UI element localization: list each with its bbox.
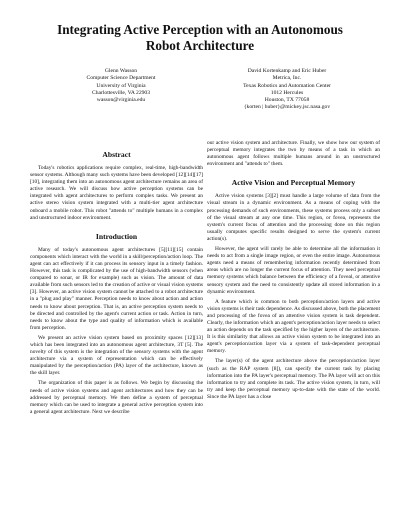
section-heading-active-vision: Active Vision and Perceptual Memory [231, 178, 356, 188]
abstract-text: Today's robotics applications require complex, real-time, high-bandwidth sensor systems. Although many such systems have been developed [12][14][17][10], integrating them into an autonomous agent architecture remains an area of active research. We will discuss how active perception systems can be integrated with agent architectures to perform complex tasks. We present an active stereo vision system integrated with a multi-tier agent architecture onboard a mobile robot. This robot "attends to" multiple humans in a complex and unstructured indoor environment. [30, 165, 203, 221]
author-email: wasson@virginia.edu [96, 97, 146, 104]
paper-title: Integrating Active Perception with an Autonomous Robot Architecture [57, 22, 343, 53]
section-paragraph: Active vision systems [3][2] must handle a large volume of data from the visual stream in a dynamic environment. As a means of coping with the processing demands of such environments, these systems process only a subset of the visual stream at any one time. This region, or fovea, represents the system's current focus of attention and the processing done on this region usually computes specific results designed to serve the system's current action(s). [207, 193, 380, 242]
author-affiliation-line: 1012 Hercules [270, 89, 304, 96]
author-affiliation-line: Texas Robotics and Automation Center [243, 82, 331, 89]
author-affiliation-line: Metrica, Inc. [272, 75, 302, 82]
abstract-heading: Abstract [102, 150, 131, 159]
introduction-heading: Introduction [95, 231, 138, 241]
intro-paragraph: Many of today's autonomous agent architectures [5][11][15] contain components which interact with the world in a skill/perception/action loop. The agent can act effectively if it can process its sensory input in a timely fashion. However, this task is complicated by the use of high-bandwidth sensors (when compared to sonar, or IR for example) such as vision. The amount of data available from such sensors led to the creation of active or visual vision systems [3]. However, an active vision system cannot be attached to a robot architecture in a "plug and play" manner. Perception needs to know about action and action needs to know about perception. That is, an active perception system needs to be directed and controlled by the agent's current action or task. Action in turn, needs to know about the type and quality of information which is available from perception. [30, 246, 203, 331]
intro-paragraph: The organization of this paper is as follows. We begin by discussing the needs of active vision systems and agent architectures and how they can be addressed by perceptual memory. We then define a system of perceptual memory which can be used to integrate a general active perception system into a general agent architecture. Next we describe [30, 380, 203, 415]
author-affiliation-line: Houston, TX 77058 [264, 97, 310, 104]
author-name: David Kortenkamp and Eric Huber [247, 68, 327, 74]
author-email: {korten | huber}@mickey.jsc.nasa.gov [243, 104, 331, 111]
author-affiliation-line: University of Virginia [96, 82, 146, 89]
section-paragraph: A feature which is common to both perception/action layers and active vision systems is their task dependence. As discussed above, both the placement and processing of the fovea of an attentive vision system is task dependent. Clearly, the information which an agent's perception/action layer needs to select an action depends on the task specified by the higher layers of the architecture. It is this similarity that allows an active vision system to be integrated into an agent's perception/action layer via a system of task-dependent perceptual memory. [207, 298, 380, 355]
right-column [207, 140, 380, 404]
author-affiliation-line: Computer Science Department [86, 75, 156, 82]
abstract [30, 165, 203, 222]
author-affiliation-line: Charlottesville, VA 22903 [91, 89, 151, 96]
section-paragraph: The layer(s) of the agent architecture above the perception/action layer (such as the RAP system [8]), can specify the current task by placing information into the PA layer's perceptual memory. The PA layer will act on this information to try and complete its task. The active vision system, in turn, will try and keep the perceptual memory up-to-date with the state of the world. Since the PA layer has a close [207, 358, 380, 400]
author-left [56, 68, 186, 104]
intro-continuation: our active vision system and architecture. Finally, we show how our system of perceptual memory integrates the two by means of a task in which an autonomous agent follows multiple humans around in an unstructured environment and "attends to" them. [207, 140, 380, 168]
section-paragraph: However, the agent will rarely be able to determine all the information it needs to act from a single image region, or even the entire image. Autonomous agents need a means of remembering information recently determined from areas which are no longer the current focus of attention. They need perceptual memory systems which balance between the efficiency of a foveal, or attentive sensory system and the need to consistently update all stored information in a dynamic environment. [207, 246, 380, 295]
author-name: Glenn Wasson [104, 68, 138, 74]
left-column [30, 140, 203, 419]
author-right [212, 68, 362, 112]
intro-paragraph: We present an active vision system based on proximity spaces [12][13] which has been integrated into an autonomous agent architecture, 3T [5]. The novelty of this system is the integration of the sensory systems with the agent architecture via a system of representation which can be effectively manipulated by the perception/action (PA) layer of the architecture, known as the skill layer. [30, 334, 203, 377]
